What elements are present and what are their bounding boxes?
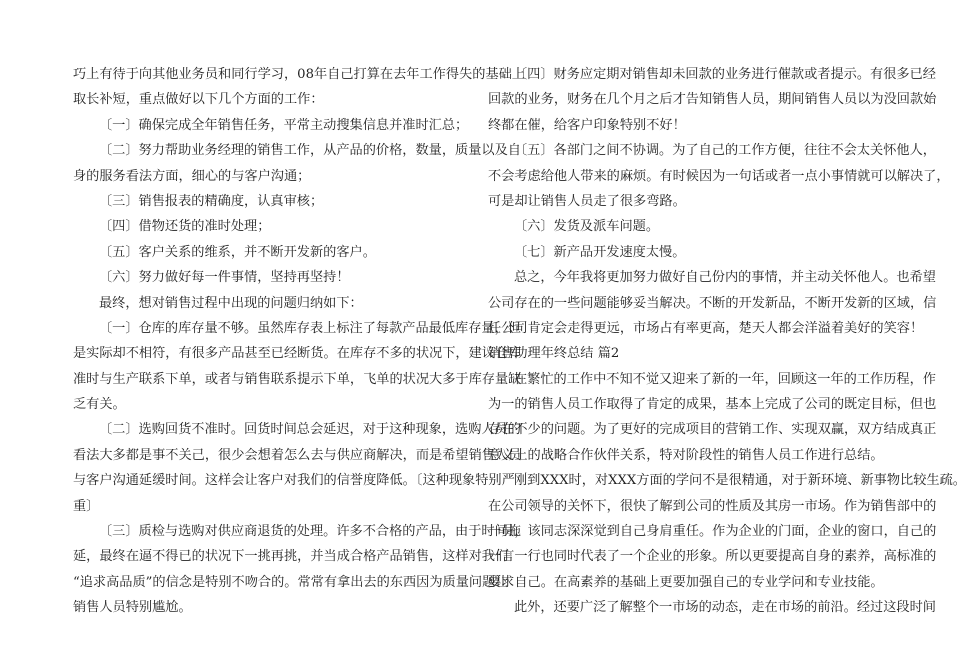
right-column xyxy=(488,62,966,621)
text-line: 销售助理年终总结 篇2 xyxy=(488,346,620,362)
text-line: 任公司肯定会走得更远，市场占有率更高，楚天人都会洋溢着美好的笑容！ xyxy=(488,320,924,336)
text-line: 回款的业务，财务在几个月之后才告知销售人员，期间销售人员以为没回款始 xyxy=(488,92,937,108)
text-line: 与客户沟通延缓时间。这样会让客户对我们的信誉度降低。〔这种现象特别严 xyxy=(73,473,515,489)
text-line: 在公司领导的关怀下，很快了解到公司的性质及其房一市场。作为销售部中的 xyxy=(488,498,937,514)
text-line: 要求自己。在高素养的基础上更要加强自己的专业学问和专业技能。 xyxy=(488,574,884,590)
text-line: 〔二〕选购回货不准时。回货时间总会延迟，对于这种现象，选购人员的 xyxy=(99,422,521,438)
text-line: 此外，还要广泛了解整个一市场的动态，走在市场的前沿。经过这段时间 xyxy=(514,600,936,616)
text-line: 〔三〕质检与选购对供应商退货的处理。许多不合格的产品，由于时间拖 xyxy=(99,524,521,540)
text-line: 不会考虑给他人带来的麻烦。有时候因为一句话或者一点小事情就可以解决了， xyxy=(488,168,950,184)
text-line: 〔七〕新产品开发速度太慢。 xyxy=(514,244,686,260)
text-line: 〔三〕销售报表的精确度，认真审核； xyxy=(99,193,324,209)
text-line: 取长补短，重点做好以下几个方面的工作： xyxy=(73,92,324,108)
text-line: 巧上有待于向其他业务员和同行学习，08年自己打算在去年工作得失的基础上 xyxy=(73,67,525,82)
text-line: 〔一〕仓库的库存量不够。虽然库存表上标注了每款产品最低库存量，但 xyxy=(99,320,521,336)
text-line: 公司存在的一些问题能够妥当解决。不断的开发新品，不断开发新的区域，信 xyxy=(488,295,937,311)
text-line: 重〕 xyxy=(73,498,100,514)
text-line: 〔五〕客户关系的维系，并不断开发新的客户。 xyxy=(99,244,376,260)
text-line: 〔六〕发货及派车问题。 xyxy=(514,219,660,235)
text-line: 〔一〕确保完成全年销售任务，平常主动搜集信息并准时汇总； xyxy=(99,117,469,133)
text-line: 为一的销售人员工作取得了肯定的成果，基本上完成了公司的既定目标，但也 xyxy=(488,397,937,413)
text-line: 〔四〕财务应定期对销售却未回款的业务进行催款或者提示。有很多已经 xyxy=(514,67,936,82)
text-line: 可是却让销售人员走了很多弯路。 xyxy=(488,193,686,209)
left-column xyxy=(73,62,525,621)
text-line: 最终，想对销售过程中出现的问题归纳如下： xyxy=(99,295,363,311)
text-line: 延，最终在逼不得已的状况下一挑再挑，并当成合格产品销售，这样对我们 xyxy=(73,549,509,565)
text-line: 〔六〕努力做好每一件事情，坚持再坚持！ xyxy=(99,270,350,286)
text-line: 乏有关。 xyxy=(73,397,126,413)
text-line: 〔四〕借物还货的准时处理； xyxy=(99,219,271,235)
text-line: 〔五〕各部门之间不协调。为了自己的工作方便，往往不会太关怀他人， xyxy=(514,143,936,159)
text-line: 终都在催，给客户印象特别不好！ xyxy=(488,117,686,133)
text-line: 看法大多都是事不关己，很少会想着怎么去与供应商解决，而是希望销售人员 xyxy=(73,447,522,463)
text-line: “追求高品质”的信念是特别不吻合的。常常有拿出去的东西因为质量问题让 xyxy=(73,574,509,590)
text-line: 准时与生产联系下单，或者与销售联系提示下单，飞单的状况大多于库存量缺 xyxy=(73,371,522,387)
text-line: 一言一行也同时代表了一个企业的形象。所以更要提高自身的素养，高标准的 xyxy=(488,549,937,565)
text-line: 销售人员特别尴尬。 xyxy=(73,600,192,616)
text-line: 意义上的战略合作伙伴关系，特对阶段性的销售人员工作进行总结。 xyxy=(488,447,884,463)
text-line: 身的服务看法方面，细心的与客户沟通； xyxy=(73,168,311,184)
text-line: 〔二〕努力帮助业务经理的销售工作，从产品的价格，数量，质量以及自 xyxy=(99,143,521,159)
text-line: 一员，该同志深深觉到自己身肩重任。作为企业的门面，企业的窗口，自己的 xyxy=(488,524,937,540)
text-line: 存在不少的问题。为了更好的完成项目的营销工作、实现双赢，双方结成真正 xyxy=(488,422,937,438)
text-line: 在繁忙的工作中不知不觉又迎来了新的一年，回顾这一年的工作历程，作 xyxy=(514,371,936,387)
text-line: 是实际却不相符，有很多产品甚至已经断货。在库存不多的状况下，建议仓库 xyxy=(73,346,522,362)
text-line: 总之，今年我将更加努力做好自己份内的事情，并主动关怀他人。也希望 xyxy=(514,270,936,286)
text-line: 刚到XXX时，对XXX方面的学问不是很精通，对于新环境、新事物比较生疏。 xyxy=(514,473,966,489)
